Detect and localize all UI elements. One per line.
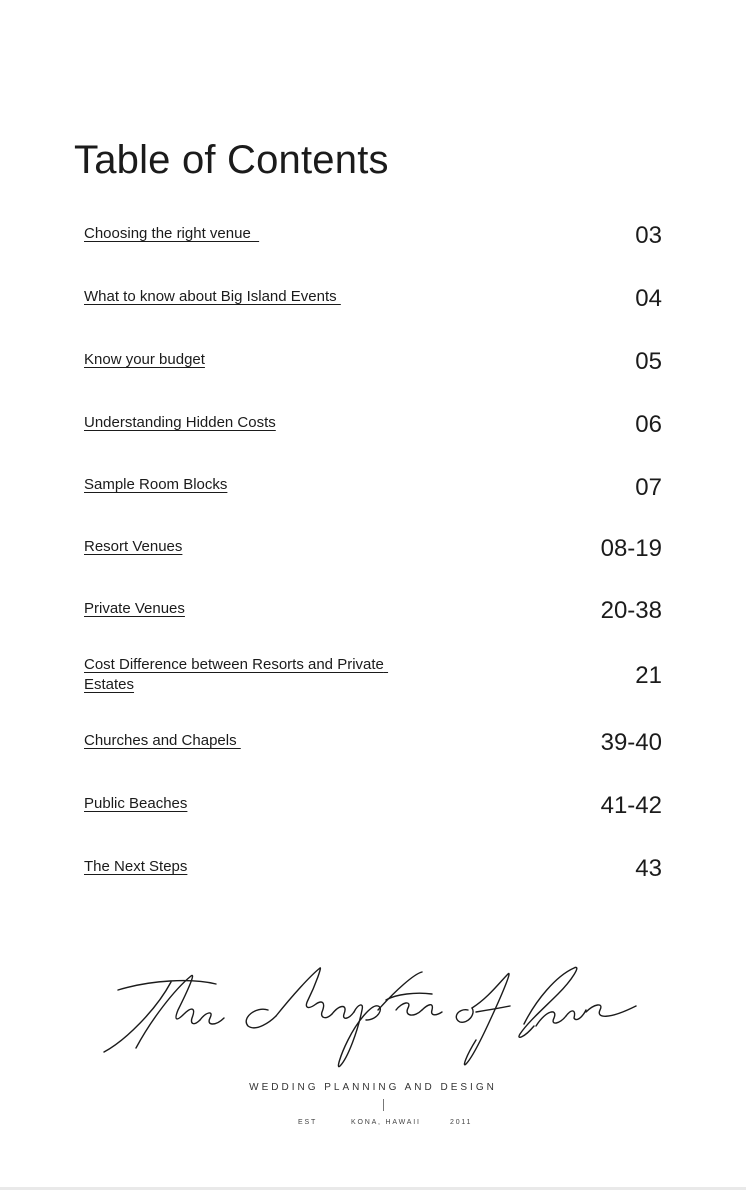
toc-entry-label[interactable]: Choosing the right venue	[84, 225, 260, 242]
toc-entry-label[interactable]: Private Venues	[84, 600, 185, 617]
toc-entry-page: 04	[635, 285, 662, 312]
toc-entry-page: 41-42	[600, 792, 662, 819]
toc-entry-label[interactable]: Cost Difference between Resorts and Private Estates	[84, 656, 389, 693]
toc-entry-page: 03	[635, 222, 662, 249]
toc-entry-label[interactable]: Know your budget	[84, 351, 205, 368]
toc-entry-label[interactable]: Understanding Hidden Costs	[84, 414, 276, 431]
toc-entry-page: 39-40	[600, 729, 662, 756]
toc-entry-page: 21	[635, 662, 662, 689]
toc-entry-label[interactable]: The Next Steps	[84, 858, 188, 875]
toc-entry-page: 06	[635, 411, 662, 438]
toc-entry-label[interactable]: What to know about Big Island Events	[84, 288, 341, 305]
page-title: Table of Contents	[74, 138, 389, 182]
logo-divider	[383, 1099, 384, 1111]
brand-location: KONA, HAWAII	[351, 1119, 421, 1126]
toc-entry-page: 05	[635, 348, 662, 375]
brand-logo	[96, 960, 656, 1140]
script-wordmark-icon	[96, 960, 656, 1080]
toc-entry-label[interactable]: Churches and Chapels	[84, 732, 241, 749]
toc-entry-label[interactable]: Resort Venues	[84, 538, 183, 555]
toc-entry-page: 07	[635, 474, 662, 501]
brand-est: EST	[298, 1119, 318, 1126]
toc-entry-page: 43	[635, 855, 662, 882]
toc-entry-page: 20-38	[600, 597, 662, 624]
toc-entry-label[interactable]: Sample Room Blocks	[84, 476, 228, 493]
brand-tagline: WEDDING PLANNING AND DESIGN	[249, 1082, 497, 1093]
toc-entry-page: 08-19	[600, 535, 662, 562]
brand-year: 2011	[450, 1119, 473, 1126]
toc-entry-label[interactable]: Public Beaches	[84, 795, 188, 812]
